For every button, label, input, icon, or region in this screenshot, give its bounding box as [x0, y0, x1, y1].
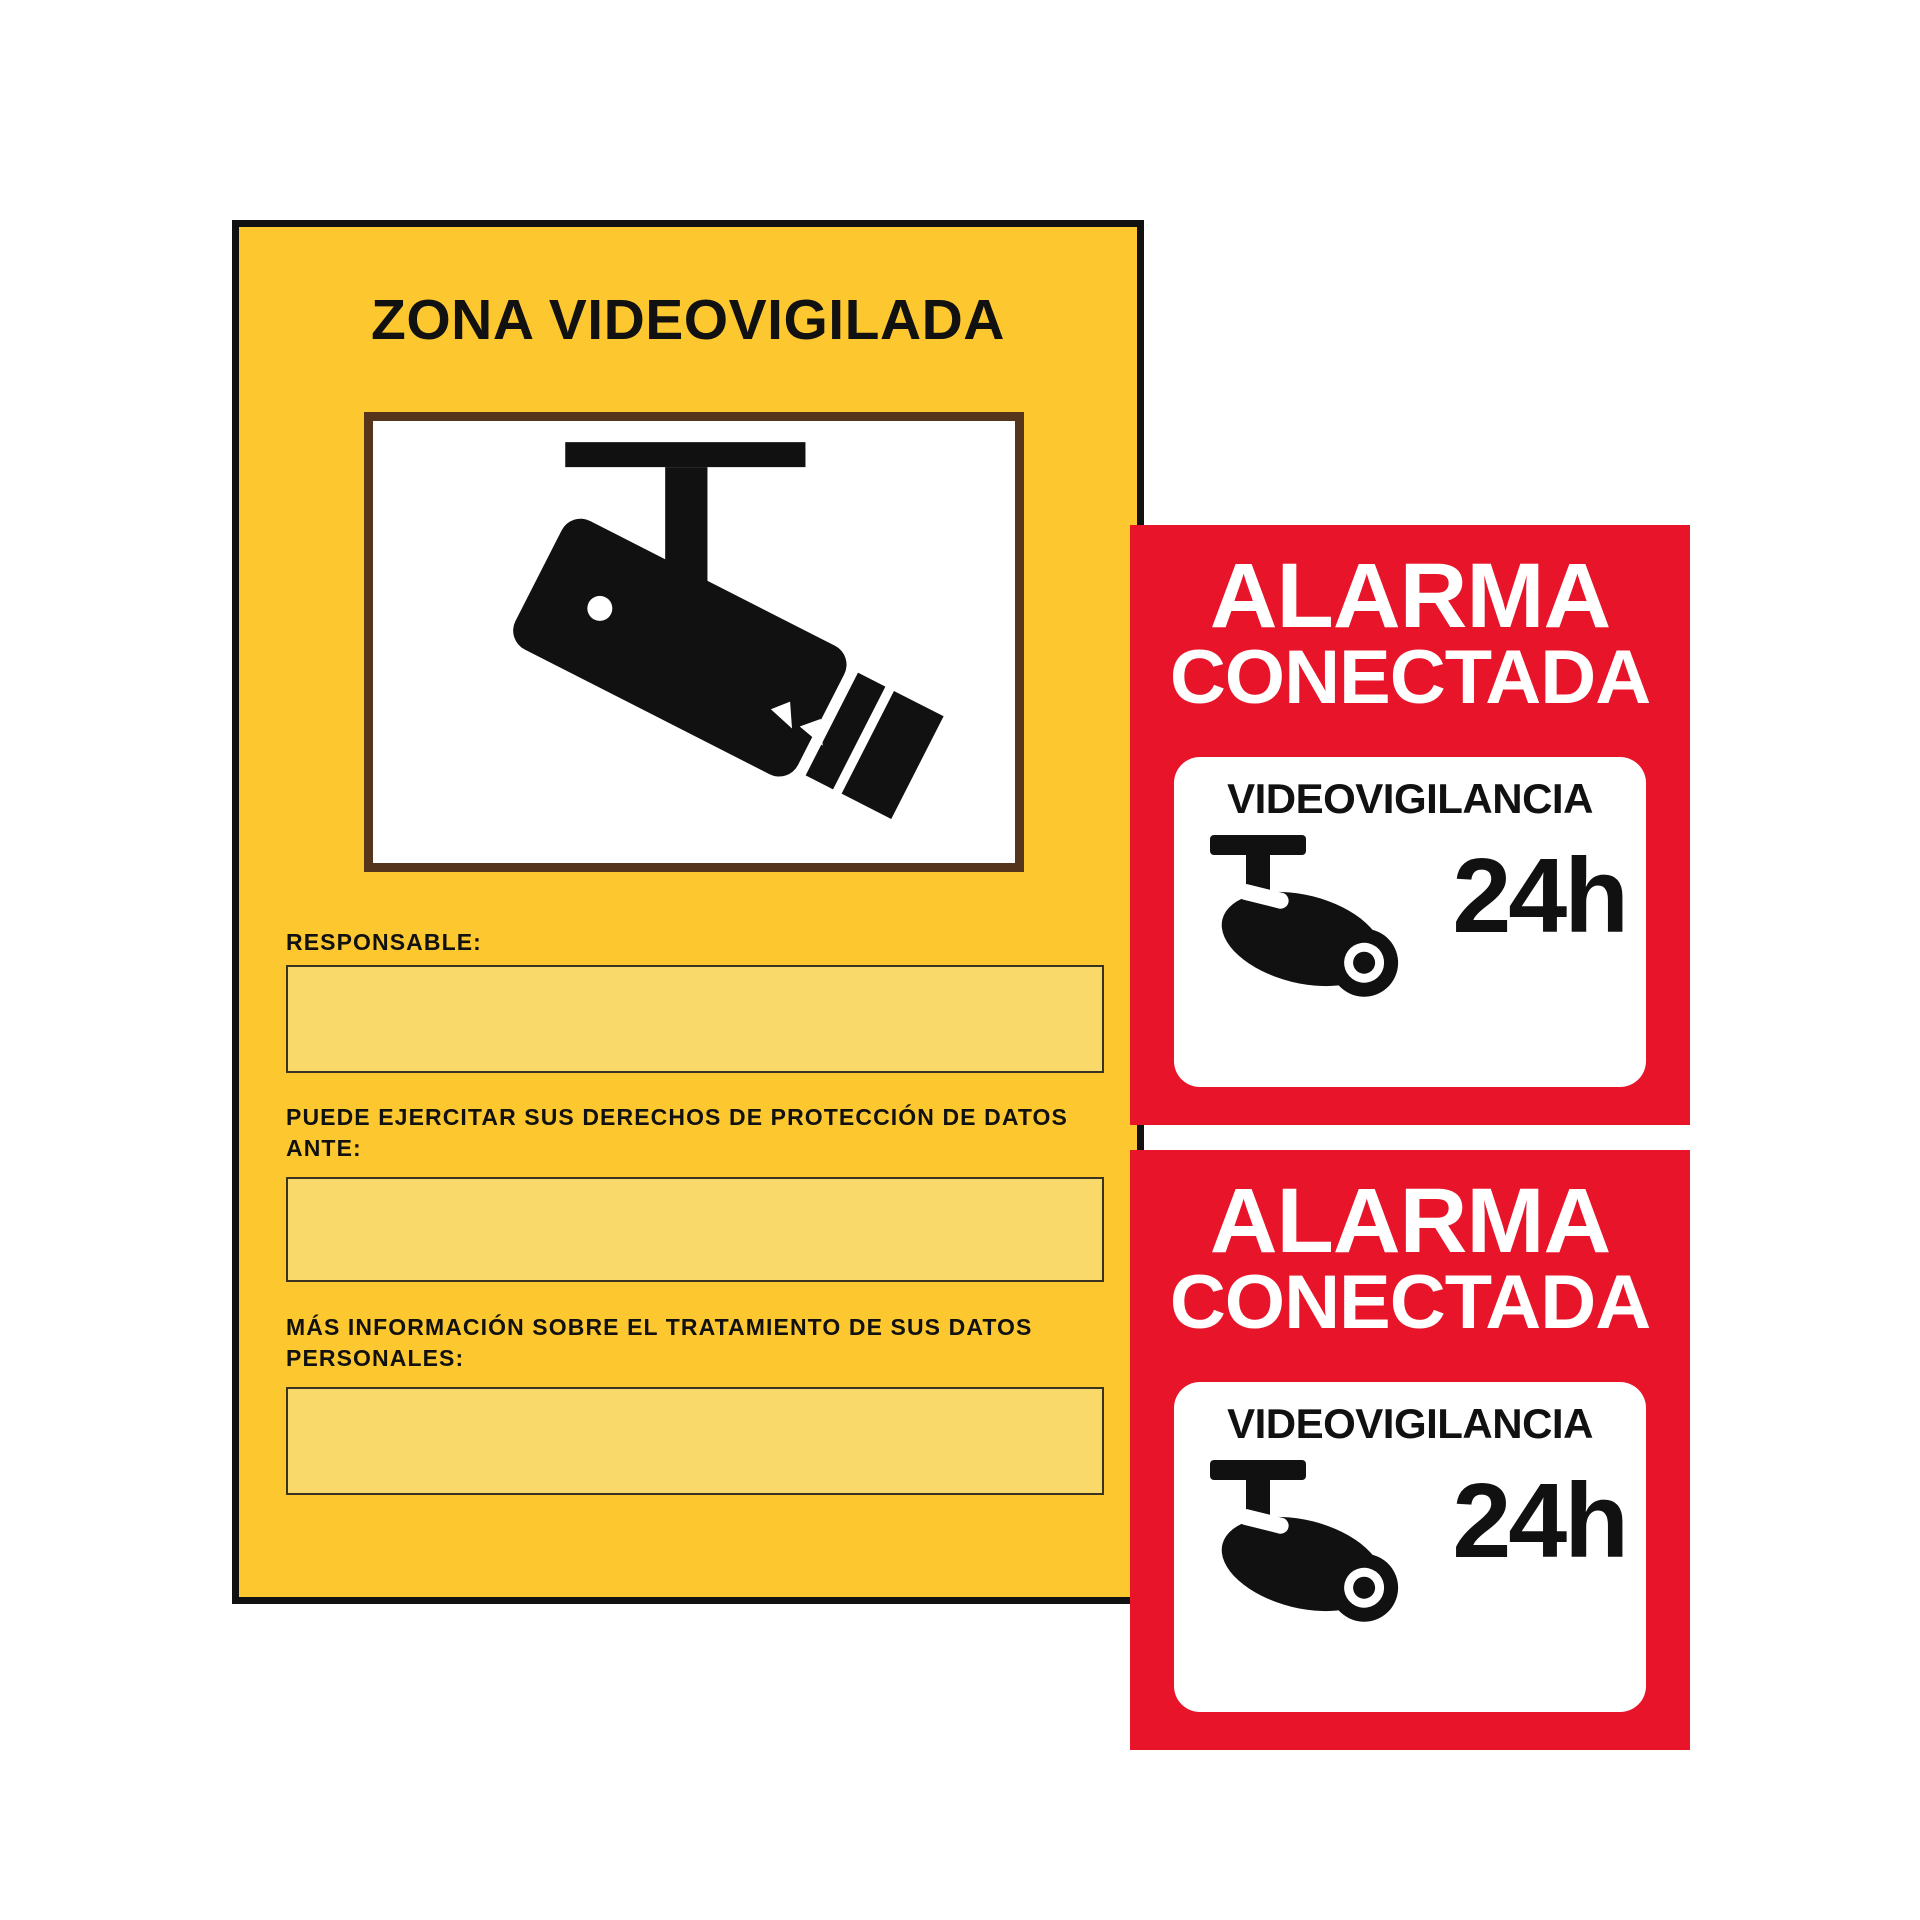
- alarm-sign-2: [1130, 1150, 1690, 1750]
- alarm-sign-1: [1130, 525, 1690, 1125]
- field-input-derechos[interactable]: [286, 1177, 1104, 1282]
- cctv-camera-icon: [373, 421, 1015, 863]
- field-label-mas-informacion: MÁS INFORMACIÓN SOBRE EL TRATAMIENTO DE SUS DATOS PERSONALES:: [286, 1314, 1033, 1372]
- alarm-panel-1: [1174, 757, 1646, 1087]
- alarm-title-sub-1: CONECTADA: [1169, 635, 1651, 721]
- alarm-panel-body-1: [1174, 823, 1646, 1059]
- bullet-camera-icon: [1192, 829, 1412, 1019]
- alarm-panel-label-1: VIDEOVIGILANCIA: [1227, 775, 1593, 822]
- alarm-panel-label-2: VIDEOVIGILANCIA: [1227, 1400, 1593, 1447]
- alarm-panel-body-2: [1174, 1448, 1646, 1684]
- camera-image-frame: [364, 412, 1024, 872]
- alarm-hours-1: 24h: [1452, 837, 1626, 955]
- alarm-title-main-1: ALARMA: [1209, 545, 1611, 647]
- alarm-panel-2: [1174, 1382, 1646, 1712]
- alarm-hours-2: 24h: [1452, 1462, 1626, 1580]
- video-surveillance-sign: [232, 220, 1144, 1604]
- field-label-responsable: RESPONSABLE:: [286, 929, 482, 955]
- field-label-derechos: PUEDE EJERCITAR SUS DERECHOS DE PROTECCIÓN DE DATOS ANTE:: [286, 1104, 1068, 1162]
- bullet-camera-icon: [1192, 1454, 1412, 1644]
- alarm-title-sub-2: CONECTADA: [1169, 1260, 1651, 1346]
- video-sign-title: ZONA VIDEOVIGILADA: [371, 288, 1005, 352]
- field-input-mas-informacion[interactable]: [286, 1387, 1104, 1495]
- alarm-title-main-2: ALARMA: [1209, 1170, 1611, 1272]
- field-input-responsable[interactable]: [286, 965, 1104, 1073]
